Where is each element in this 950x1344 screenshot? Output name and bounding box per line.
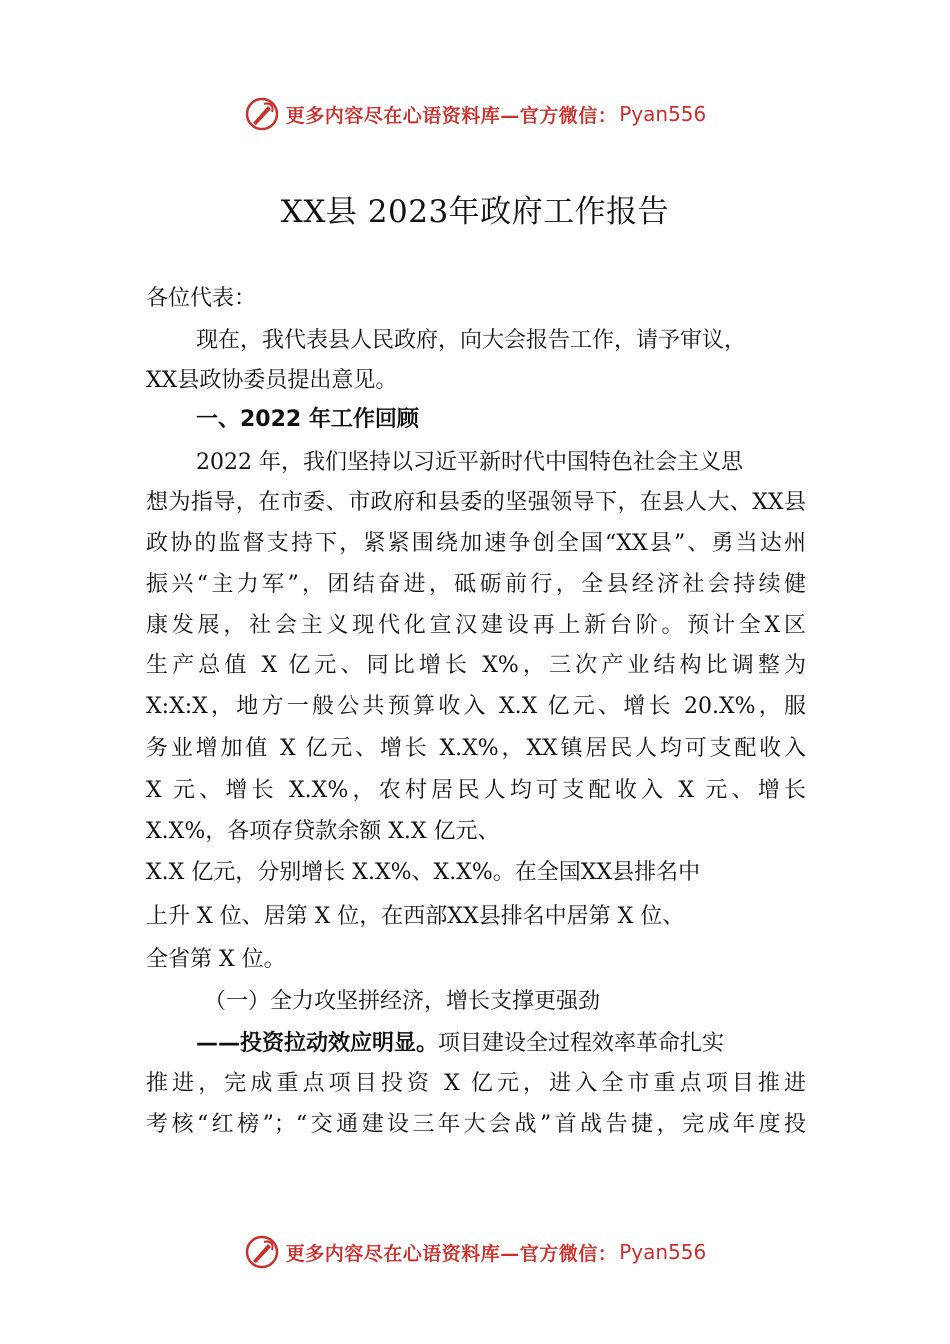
paragraph-line: X.X%，各项存贷款余额 X.X 亿元、 bbox=[146, 819, 500, 844]
watermark-header bbox=[0, 94, 950, 134]
paragraph-text: 项目建设全过程效率革命扎实 bbox=[438, 1031, 725, 1056]
section-heading: 一、2022 年工作回顾 bbox=[196, 407, 419, 432]
subsection-heading: （一）全力攻坚拼经济，增长支撑更强劲 bbox=[204, 989, 601, 1014]
quill-logo-icon bbox=[244, 1234, 280, 1270]
watermark-handle: Pyan556 bbox=[619, 102, 707, 126]
intro-line: XX县政协委员提出意见。 bbox=[146, 368, 398, 393]
paragraph-line: 康发展，社会主义现代化宣汉建设再上新台阶。预计全X区 bbox=[146, 613, 806, 638]
greeting: 各位代表： bbox=[146, 286, 257, 311]
document-title: XX县 2023年政府工作报告 bbox=[280, 194, 670, 230]
paragraph-line: 考核“红榜”；“交通建设三年大会战”首战告捷，完成年度投 bbox=[146, 1112, 806, 1137]
paragraph-lead: ——投资拉动效应明显。 bbox=[196, 1031, 439, 1056]
paragraph-line: 务业增加值 X 亿元、增长 X.X%，XX镇居民人均可支配收入 bbox=[146, 736, 806, 761]
paragraph-line: 全省第 X 位。 bbox=[146, 947, 286, 972]
paragraph-line: 2022 年，我们坚持以习近平新时代中国特色社会主义思 bbox=[196, 450, 743, 475]
paragraph-line: 想为指导，在市委、市政府和县委的坚强领导下，在县人大、XX县 bbox=[146, 490, 806, 515]
watermark-text: 更多内容尽在心语资料库—官方微信： bbox=[285, 104, 618, 127]
watermark-text: 更多内容尽在心语资料库—官方微信： bbox=[285, 1242, 618, 1265]
paragraph-line: X 元、增长 X.X%，农村居民人均可支配收入 X 元、增长 bbox=[146, 778, 806, 803]
paragraph-line: X:X:X，地方一般公共预算收入 X.X 亿元、增长 20.X%，服 bbox=[146, 694, 806, 719]
paragraph-line: 上升 X 位、居第 X 位，在西部XX县排名中居第 X 位、 bbox=[146, 904, 685, 929]
paragraph-line bbox=[196, 1033, 806, 1055]
paragraph-line: 推进，完成重点项目投资 X 亿元，进入全市重点项目推进 bbox=[146, 1071, 806, 1096]
paragraph-line: 政协的监督支持下，紧紧围绕加速争创全国“XX县”、勇当达州 bbox=[146, 531, 806, 556]
intro-line: 现在，我代表县人民政府，向大会报告工作，请予审议， bbox=[196, 328, 747, 353]
quill-logo-icon bbox=[244, 96, 280, 132]
watermark-footer bbox=[0, 1232, 950, 1272]
watermark-handle: Pyan556 bbox=[619, 1240, 707, 1264]
paragraph-line: 振兴“主力军”，团结奋进，砥砺前行，全县经济社会持续健 bbox=[146, 572, 806, 597]
paragraph-line: 生产总值 X 亿元、同比增长 X%，三次产业结构比调整为 bbox=[146, 653, 806, 678]
paragraph-line: X.X 亿元，分别增长 X.X%、X.X%。在全国XX县排名中 bbox=[146, 860, 701, 885]
